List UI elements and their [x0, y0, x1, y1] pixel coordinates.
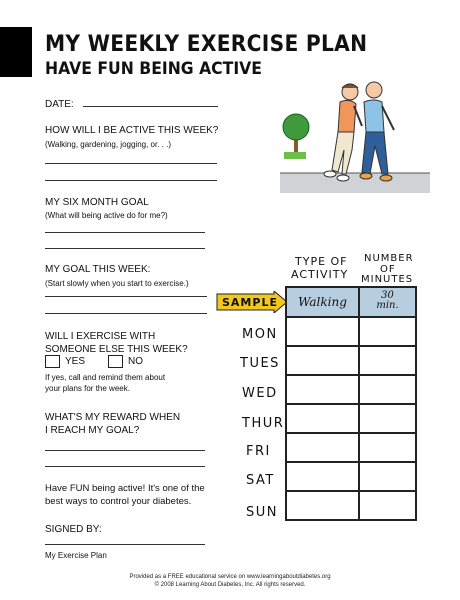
footer-line1: Provided as a FREE educational service on www.learningaboutdiabetes.org — [129, 574, 331, 580]
q1-label: HOW WILL I BE ACTIVE THIS WEEK? — [45, 125, 219, 136]
day-label-mon: MON — [242, 327, 278, 342]
minutes-cell[interactable] — [360, 463, 415, 490]
col-minutes-header-line3: MINUTES — [361, 274, 414, 285]
q1-answer-line-2[interactable] — [45, 180, 217, 181]
q2-answer-line-2[interactable] — [45, 248, 205, 249]
col-minutes-header-line1: NUMBER — [364, 253, 414, 264]
q5-answer-line-1[interactable] — [45, 450, 205, 451]
table-row — [285, 376, 417, 405]
minutes-cell[interactable] — [360, 376, 415, 403]
day-label-sat: SAT — [246, 473, 275, 488]
minutes-cell[interactable] — [360, 405, 415, 432]
q3-label: MY GOAL THIS WEEK: — [45, 264, 151, 275]
minutes-cell[interactable] — [360, 347, 415, 374]
table-row — [285, 434, 417, 463]
q5-label-line2: I REACH MY GOAL? — [45, 425, 140, 436]
activity-cell[interactable] — [287, 347, 360, 374]
table-row — [285, 463, 417, 492]
page-title: MY WEEKLY EXERCISE PLAN — [45, 32, 368, 57]
activity-cell[interactable] — [287, 405, 360, 432]
yes-checkbox[interactable] — [45, 355, 60, 368]
activity-cell[interactable] — [287, 376, 360, 403]
signed-by-label: SIGNED BY: — [45, 524, 102, 535]
q5-answer-line-2[interactable] — [45, 466, 205, 467]
table-row — [285, 492, 417, 521]
sidewalk-shape — [280, 173, 430, 193]
q5-label-line1: WHAT'S MY REWARD WHEN — [45, 412, 181, 423]
man-pants — [362, 132, 388, 174]
day-label-wed: WED — [242, 386, 278, 401]
q4-label-line2: SOMEONE ELSE THIS WEEK? — [45, 344, 188, 355]
date-label: DATE: — [45, 99, 74, 110]
table-row — [285, 405, 417, 434]
header-black-bar — [0, 27, 32, 77]
sample-label: SAMPLE — [222, 296, 278, 309]
date-field[interactable] — [83, 106, 218, 107]
woman-pants — [332, 132, 354, 174]
sample-activity-cell: Walking — [287, 288, 360, 316]
no-label: NO — [128, 356, 143, 367]
sample-minutes-value: 30 — [381, 290, 394, 301]
minutes-cell[interactable] — [360, 492, 415, 519]
minutes-cell[interactable] — [360, 434, 415, 461]
col-activity-header-line2: ACTIVITY — [291, 268, 349, 281]
table-row-sample — [285, 286, 417, 318]
no-checkbox[interactable] — [108, 355, 123, 368]
q4-hint-line2: your plans for the week. — [45, 384, 130, 393]
page-subtitle: HAVE FUN BEING ACTIVE — [45, 59, 262, 79]
activity-cell[interactable] — [287, 434, 360, 461]
signature-line[interactable] — [45, 544, 205, 545]
fun-text-line2: best ways to control your diabetes. — [45, 496, 192, 507]
q4-label-line1: WILL I EXERCISE WITH — [45, 331, 156, 342]
activity-cell[interactable] — [287, 463, 360, 490]
activity-cell[interactable] — [287, 318, 360, 345]
fun-text-line1: Have FUN being active! It's one of the — [45, 483, 205, 494]
q3-answer-line-2[interactable] — [45, 313, 207, 314]
table-row — [285, 347, 417, 376]
q4-hint-line1: If yes, call and remind them about — [45, 373, 166, 382]
footer-line2: © 2008 Learning About Diabetes, Inc. All rights reserved. — [154, 582, 306, 588]
sample-minutes-cell — [360, 288, 415, 316]
bush-shape — [284, 152, 306, 159]
day-label-tues: TUES — [240, 356, 280, 371]
day-label-thur: THUR — [242, 416, 285, 431]
col-minutes-header-line2: OF — [380, 264, 396, 275]
activity-table — [285, 286, 417, 521]
sample-minutes-unit: min. — [376, 300, 399, 311]
man-shirt — [364, 100, 384, 132]
q3-hint: (Start slowly when you start to exercise.) — [45, 279, 189, 288]
q3-answer-line-1[interactable] — [45, 296, 207, 297]
q1-answer-line-1[interactable] — [45, 163, 217, 164]
q2-answer-line-1[interactable] — [45, 232, 205, 233]
day-label-sun: SUN — [246, 505, 278, 520]
q2-label: MY SIX MONTH GOAL — [45, 197, 149, 208]
activity-cell[interactable] — [287, 492, 360, 519]
walking-couple-illustration — [270, 80, 430, 200]
table-row — [285, 318, 417, 347]
q2-hint: (What will being active do for me?) — [45, 211, 168, 220]
no-option[interactable] — [108, 355, 143, 368]
minutes-cell[interactable] — [360, 318, 415, 345]
plan-label: My Exercise Plan — [45, 551, 107, 560]
man-head — [366, 82, 382, 98]
tree-canopy — [283, 114, 309, 140]
q1-hint: (Walking, gardening, jogging, or. . .) — [45, 140, 171, 149]
yes-label: YES — [65, 356, 86, 367]
day-label-fri: FRI — [246, 444, 271, 459]
woman-shirt — [338, 100, 356, 132]
yes-option[interactable] — [45, 355, 85, 368]
col-activity-header-line1: TYPE OF — [295, 255, 348, 268]
